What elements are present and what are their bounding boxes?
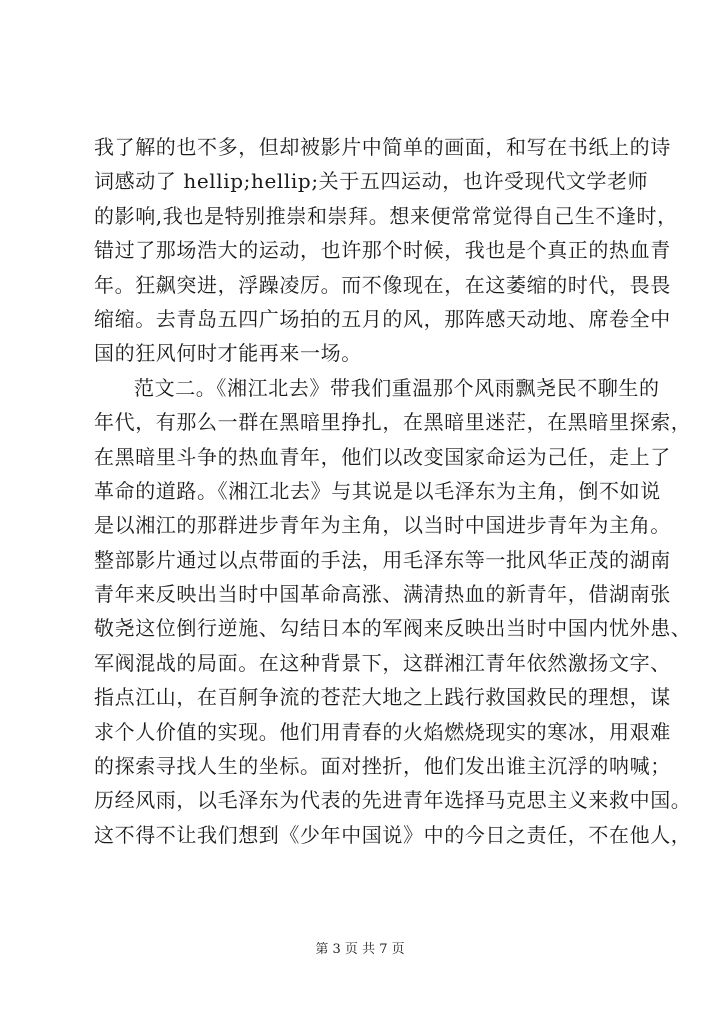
text-line: 整部影片通过以点带面的手法，用毛泽东等一批风华正茂的湖南 — [94, 547, 671, 572]
text-line: 我了解的也不多，但却被影片中简单的画面，和写在书纸上的诗 — [94, 135, 671, 159]
text-line: 是以湘江的那群进步青年为主角，以当时中国进步青年为主角。 — [94, 513, 671, 538]
text-line: 这不得不让我们想到《少年中国说》中的今日之责任，不在他人， — [94, 822, 692, 847]
text-line: 词感动了 hellip;hellip;关于五四运动，也许受现代文学老师 — [94, 169, 649, 194]
text-line: 错过了那场浩大的运动，也许那个时候，我也是个真正的热血青 — [94, 238, 671, 263]
text-line: 青年来反映出当时中国革命高涨、满清热血的新青年，借湖南张 — [94, 582, 671, 607]
text-line: 革命的道路。《湘江北去》与其说是以毛泽东为主角，倒不如说 — [94, 478, 661, 503]
body-text — [94, 130, 692, 852]
paragraph-start-line: 范文二。《湘江北去》带我们重温那个风雨飘尧民不聊生的 — [134, 375, 660, 400]
text-line: 年代，有那么一群在黑暗里挣扎，在黑暗里迷茫，在黑暗里探索， — [94, 410, 692, 435]
text-line: 的影响,我也是特别推崇和崇拜。想来便常常觉得自己生不逢时， — [94, 203, 678, 228]
text-line: 求个人价值的实现。他们用青春的火焰燃烧现实的寒冰，用艰难 — [94, 719, 671, 744]
text-line: 敬尧这位倒行逆施、勾结日本的军阀来反映出当时中国内忧外患、 — [94, 616, 692, 641]
text-line: 历经风雨，以毛泽东为代表的先进青年选择马克思主义来救中国。 — [94, 788, 692, 813]
text-line: 年。狂飙突进，浮躁凌厉。而不像现在，在这萎缩的时代，畏畏 — [94, 272, 671, 297]
text-line: 军阀混战的局面。在这种背景下，这群湘江青年依然激扬文字、 — [94, 650, 671, 675]
text-line: 缩缩。去青岛五四广场拍的五月的风，那阵感天动地、席卷全中 — [94, 306, 671, 331]
text-line: 指点江山，在百舸争流的苍茫大地之上践行救国救民的理想，谋 — [94, 685, 671, 710]
text-line: 国的狂风何时才能再来一场。 — [94, 341, 362, 366]
text-line: 的探索寻找人生的坐标。面对挫折，他们发出谁主沉浮的呐喊； — [94, 754, 671, 779]
text-line: 在黑暗里斗争的热血青年，他们以改变国家命运为己任，走上了 — [94, 444, 671, 469]
page-footer: 第 3 页 共 7 页 — [315, 942, 405, 957]
